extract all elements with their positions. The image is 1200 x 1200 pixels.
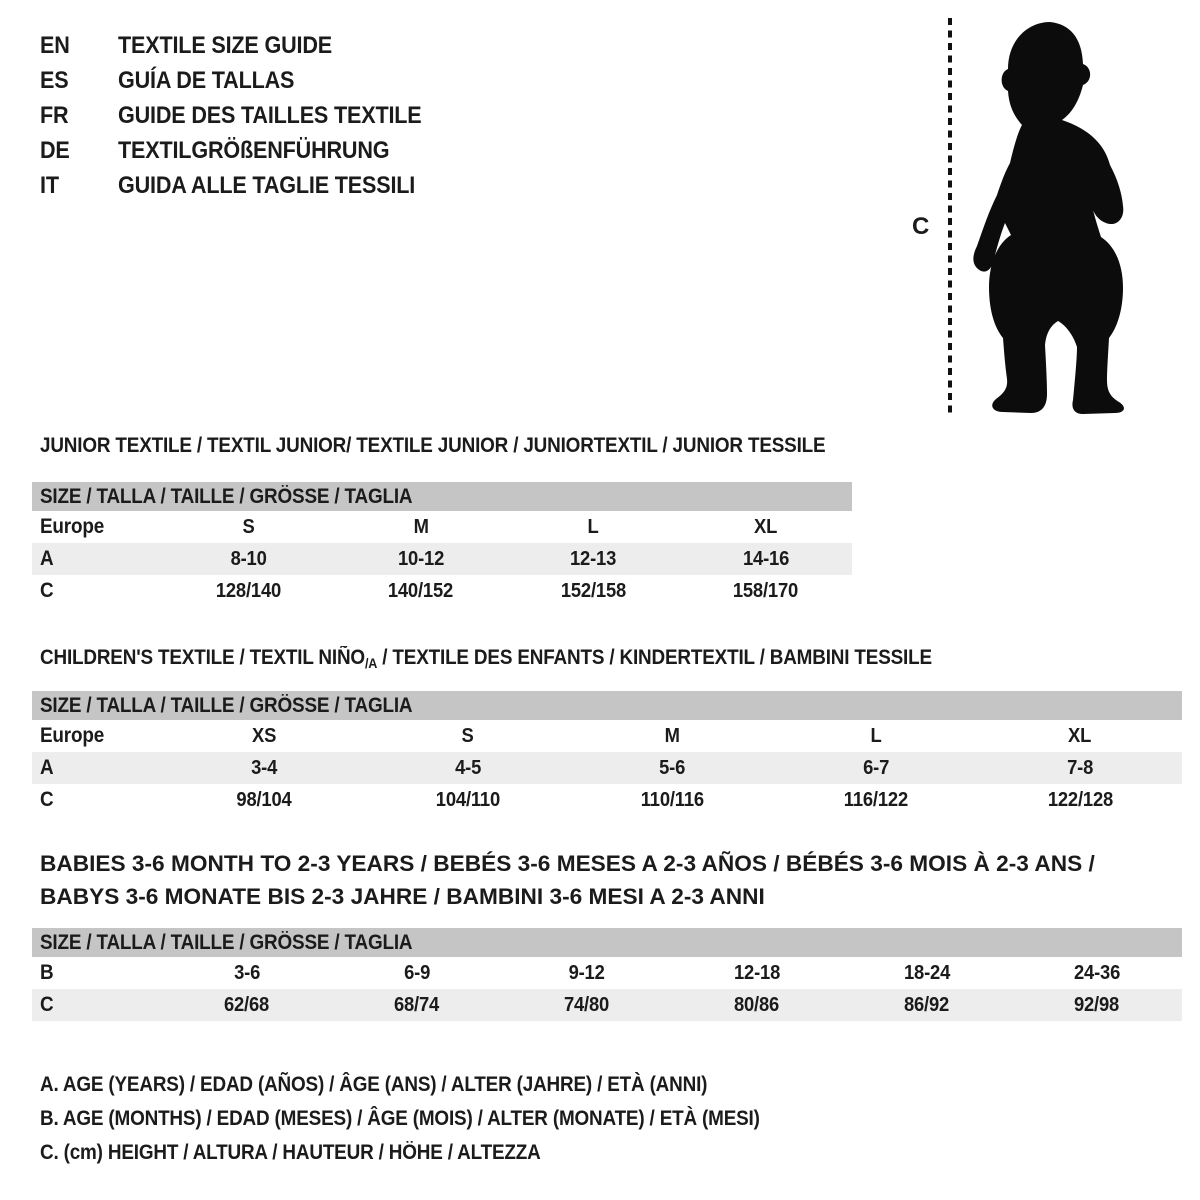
language-code-text: IT — [40, 172, 59, 199]
cell-text: 152/158 — [560, 580, 626, 602]
cell-text: 92/98 — [1074, 994, 1120, 1016]
language-code-text: EN — [40, 32, 70, 59]
title-subscript: /A — [364, 655, 378, 671]
cell-text: 62/68 — [224, 994, 270, 1016]
row-label-text: A — [40, 547, 54, 570]
row-label-text: A — [40, 756, 54, 779]
table-row-europe — [32, 720, 1182, 752]
size-cell — [162, 720, 366, 752]
size-cell — [978, 720, 1182, 752]
table-row-height — [32, 989, 1182, 1021]
language-code-text: ES — [40, 67, 69, 94]
legend-text: C. (cm) HEIGHT / ALTURA / HAUTEUR / HÖHE / ALTEZZA — [40, 1141, 541, 1164]
row-label-text: B — [40, 961, 54, 984]
language-code — [40, 172, 118, 200]
cell-text: 122/128 — [1047, 789, 1113, 811]
age-cell — [162, 752, 366, 784]
language-title — [118, 102, 455, 130]
language-title — [118, 137, 420, 165]
height-cell — [162, 784, 366, 816]
size-header-bar — [32, 691, 1182, 720]
cell-text: 14-16 — [742, 548, 789, 570]
months-cell — [1012, 957, 1182, 989]
age-cell — [335, 543, 508, 575]
cell-text: 12-13 — [570, 548, 617, 570]
size-cell — [335, 511, 508, 543]
children-section-title — [40, 646, 1031, 675]
row-label-text: C — [40, 993, 54, 1016]
cell-text: 7-8 — [1066, 757, 1094, 779]
cell-text: 8-10 — [230, 548, 267, 570]
age-cell — [978, 752, 1182, 784]
language-title-text: TEXTILE SIZE GUIDE — [118, 32, 332, 59]
cell-text: XS — [251, 725, 277, 747]
cell-text: 74/80 — [564, 994, 610, 1016]
language-code — [40, 67, 118, 95]
legend-line-b — [40, 1107, 840, 1131]
legend-line-a — [40, 1073, 781, 1097]
cell-text: 104/110 — [435, 789, 501, 811]
table-row-europe — [32, 511, 852, 543]
babies-size-table — [32, 928, 1182, 1021]
row-label — [32, 752, 162, 784]
age-cell — [570, 752, 774, 784]
toddler-silhouette — [962, 16, 1142, 420]
height-cell — [366, 784, 570, 816]
row-label-text: C — [40, 579, 54, 602]
cell-text: M — [664, 725, 680, 747]
months-cell — [332, 957, 502, 989]
size-cell — [507, 511, 680, 543]
height-cell — [335, 575, 508, 607]
language-title — [118, 172, 448, 200]
age-cell — [366, 752, 570, 784]
height-cell — [162, 575, 335, 607]
height-cell — [162, 989, 332, 1021]
cell-text: 158/170 — [733, 580, 799, 602]
table-row-months — [32, 957, 1182, 989]
junior-section-title — [40, 434, 913, 458]
cell-text: 18-24 — [903, 962, 951, 984]
language-code-text: FR — [40, 102, 69, 129]
height-cell — [332, 989, 502, 1021]
row-label — [32, 989, 162, 1021]
language-row-fr — [40, 102, 455, 130]
language-code-text: DE — [40, 137, 70, 164]
height-cell — [502, 989, 672, 1021]
cell-text: 3-6 — [233, 962, 261, 984]
cell-text: 110/116 — [640, 789, 704, 811]
language-code — [40, 137, 118, 165]
height-measure-dashed-line — [947, 18, 953, 416]
size-header-bar — [32, 928, 1182, 957]
language-title — [118, 32, 356, 60]
age-cell — [507, 543, 680, 575]
age-cell — [774, 752, 978, 784]
cell-text: 9-12 — [568, 962, 606, 984]
size-cell — [162, 511, 335, 543]
cell-text: 24-36 — [1073, 962, 1121, 984]
measure-label-text: C — [912, 213, 930, 240]
cell-text: 140/152 — [388, 580, 454, 602]
legend-text: B. AGE (MONTHS) / EDAD (MESES) / ÂGE (MOIS) / ALTER (MONATE) / ETÀ (MESI) — [40, 1107, 760, 1130]
junior-size-table — [32, 482, 852, 607]
age-cell — [162, 543, 335, 575]
cell-text: 116/122 — [843, 789, 909, 811]
row-label — [32, 511, 162, 543]
cell-text: XL — [1068, 725, 1092, 747]
months-cell — [502, 957, 672, 989]
cell-text: 86/92 — [904, 994, 950, 1016]
height-cell — [680, 575, 853, 607]
cell-text: XL — [754, 516, 778, 538]
cell-text: M — [413, 516, 429, 538]
babies-title-text: BABYS 3-6 MONATE BIS 2-3 JAHRE / BAMBINI 3-6 MESI A 2-3 ANNI — [40, 884, 765, 909]
height-cell — [1012, 989, 1182, 1021]
size-cell — [366, 720, 570, 752]
cell-text: S — [461, 725, 475, 747]
title-part: / TEXTILE DES ENFANTS / KINDERTEXTIL / BAMBINI TESSILE — [377, 646, 932, 669]
cell-text: 98/104 — [236, 789, 292, 811]
cell-text: 3-4 — [250, 757, 278, 779]
height-cell — [507, 575, 680, 607]
babies-section-title-line2 — [40, 884, 765, 909]
row-label-text: C — [40, 788, 54, 811]
cell-text: 5-6 — [658, 757, 686, 779]
size-cell — [680, 511, 853, 543]
size-header-text: SIZE / TALLA / TAILLE / GRÖSSE / TAGLIA — [40, 694, 413, 717]
cell-text: L — [870, 725, 882, 747]
row-label — [32, 543, 162, 575]
language-row-de — [40, 137, 420, 165]
age-cell — [680, 543, 853, 575]
babies-section-title-line1 — [40, 851, 1095, 876]
measure-label-c — [912, 214, 929, 240]
height-cell — [978, 784, 1182, 816]
table-row-age — [32, 543, 852, 575]
language-title-text: GUIDA ALLE TAGLIE TESSILI — [118, 172, 416, 199]
height-cell — [842, 989, 1012, 1021]
row-label — [32, 784, 162, 816]
row-label — [32, 957, 162, 989]
table-row-height — [32, 784, 1182, 816]
cell-text: 6-9 — [403, 962, 431, 984]
cell-text: 68/74 — [394, 994, 440, 1016]
table-row-age — [32, 752, 1182, 784]
language-title-text: GUIDE DES TAILLES TEXTILE — [118, 102, 422, 129]
language-row-es — [40, 67, 314, 95]
size-header-bar — [32, 482, 852, 511]
children-size-table — [32, 691, 1182, 816]
row-label — [32, 720, 162, 752]
legend-text: A. AGE (YEARS) / EDAD (AÑOS) / ÂGE (ANS) / ALTER (JAHRE) / ETÀ (ANNI) — [40, 1073, 708, 1096]
months-cell — [842, 957, 1012, 989]
size-header-text: SIZE / TALLA / TAILLE / GRÖSSE / TAGLIA — [40, 931, 413, 954]
row-label — [32, 575, 162, 607]
junior-section-title-text: JUNIOR TEXTILE / TEXTIL JUNIOR/ TEXTILE JUNIOR / JUNIORTEXTIL / JUNIOR TESSILE — [40, 434, 826, 457]
language-code — [40, 102, 118, 130]
row-label-text: Europe — [40, 724, 105, 747]
size-cell — [570, 720, 774, 752]
cell-text: 128/140 — [215, 580, 281, 602]
language-code — [40, 32, 118, 60]
cell-text: 10-12 — [397, 548, 444, 570]
cell-text: 80/86 — [734, 994, 780, 1016]
months-cell — [672, 957, 842, 989]
language-title-text: TEXTILGRÖßENFÜHRUNG — [118, 137, 390, 164]
language-row-it — [40, 172, 448, 200]
language-title-text: GUÍA DE TALLAS — [118, 67, 295, 94]
row-label-text: Europe — [40, 515, 105, 538]
height-cell — [774, 784, 978, 816]
size-cell — [774, 720, 978, 752]
cell-text: 12-18 — [733, 962, 781, 984]
legend-line-c — [40, 1141, 596, 1165]
babies-title-text: BABIES 3-6 MONTH TO 2-3 YEARS / BEBÉS 3-6 MESES A 2-3 AÑOS / BÉBÉS 3-6 MOIS À 2-3 ANS / — [40, 851, 1095, 876]
height-cell — [570, 784, 774, 816]
size-header-text: SIZE / TALLA / TAILLE / GRÖSSE / TAGLIA — [40, 485, 413, 508]
language-row-en — [40, 32, 356, 60]
months-cell — [162, 957, 332, 989]
cell-text: 6-7 — [862, 757, 890, 779]
cell-text: L — [587, 516, 599, 538]
height-cell — [672, 989, 842, 1021]
cell-text: S — [242, 516, 255, 538]
title-part: CHILDREN'S TEXTILE / TEXTIL NIÑO — [40, 646, 365, 669]
cell-text: 4-5 — [454, 757, 482, 779]
children-section-title-text — [40, 646, 932, 675]
language-title — [118, 67, 314, 95]
table-row-height — [32, 575, 852, 607]
